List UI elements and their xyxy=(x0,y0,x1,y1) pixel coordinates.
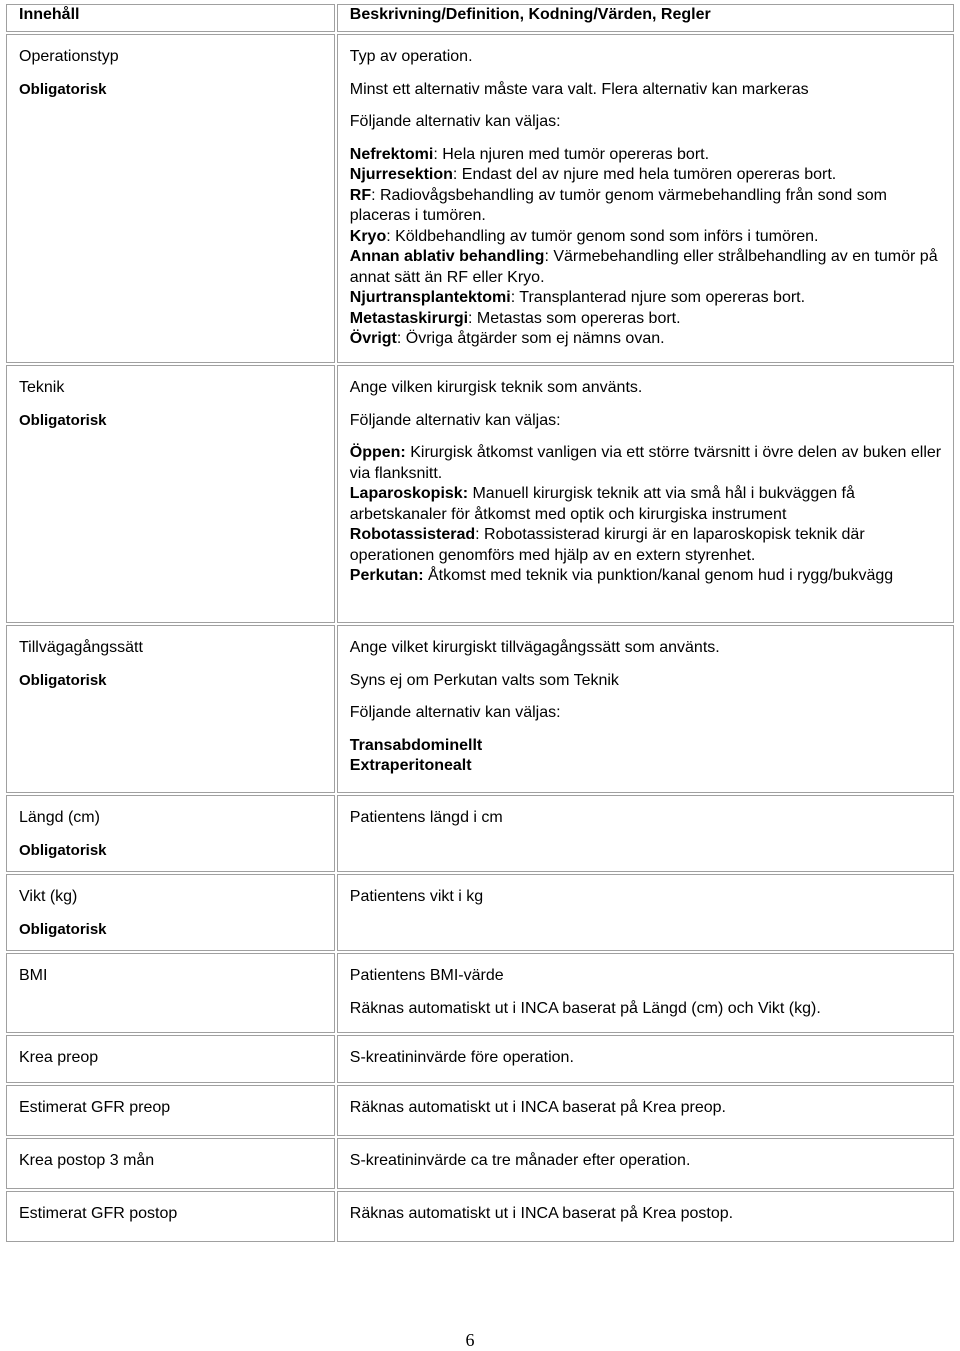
row-label-cell xyxy=(6,1035,335,1083)
obligatory-label: Obligatorisk xyxy=(19,920,107,938)
row-label-cell xyxy=(6,365,335,623)
obligatory-label: Obligatorisk xyxy=(19,841,107,859)
row-description-cell xyxy=(337,34,954,363)
obligatory-label: Obligatorisk xyxy=(19,80,107,98)
description-text: Patientens vikt i kg xyxy=(349,888,484,905)
option-name: RF xyxy=(349,186,372,204)
header-content: Innehåll xyxy=(6,4,335,32)
table-row xyxy=(6,625,954,793)
option-desc: : Robotassisterad kirurgi är en laparoskopisk teknik där operationen genomförs med hjälp av en extern styrenhet. xyxy=(349,526,865,564)
option-name: Kryo xyxy=(349,227,387,245)
option-desc: : Metastas som opereras bort. xyxy=(468,309,681,327)
field-name: Vikt (kg) xyxy=(19,888,78,905)
description-text: S-kreatininvärde före operation. xyxy=(349,1049,574,1066)
field-name: Estimerat GFR preop xyxy=(19,1099,171,1116)
option-item xyxy=(350,309,943,330)
description-text: Patientens längd i cm xyxy=(349,809,503,826)
option-item: Transabdominellt xyxy=(349,736,483,754)
header-description: Beskrivning/Definition, Kodning/Värden, Regler xyxy=(337,4,954,32)
row-description-cell xyxy=(337,1085,954,1136)
description-text: Ange vilket kirurgiskt tillvägagångssätt som använts. xyxy=(349,639,720,656)
table-row xyxy=(6,953,954,1033)
description-text: Patientens BMI-värde xyxy=(349,967,504,984)
field-name: Tillvägagångssätt xyxy=(19,639,143,656)
option-desc: : Köldbehandling av tumör genom sond som införs i tumören. xyxy=(386,227,819,245)
option-name: Metastaskirurgi xyxy=(349,309,469,327)
table-row xyxy=(6,34,954,363)
option-desc: : Endast del av njure med hela tumören opereras bort. xyxy=(452,166,837,183)
table-row xyxy=(6,1191,954,1242)
table-row xyxy=(6,795,954,872)
row-description-cell xyxy=(337,365,954,623)
row-label-cell xyxy=(6,1085,335,1136)
table-row xyxy=(6,1085,954,1136)
option-desc: : Värmebehandling eller strålbehandling av en tumör på annat sätt än RF eller Kryo. xyxy=(349,248,938,286)
option-desc: Åtkomst med teknik via punktion/kanal genom hud i rygg/bukvägg xyxy=(423,567,894,584)
option-name: Perkutan: xyxy=(349,567,424,584)
option-item xyxy=(350,227,943,248)
option-name: Övrigt xyxy=(349,330,397,347)
field-name: Krea preop xyxy=(19,1049,99,1066)
table-row xyxy=(6,1035,954,1083)
field-name: Teknik xyxy=(19,379,65,396)
option-name: Öppen: xyxy=(349,444,406,461)
option-item xyxy=(350,329,943,350)
description-text: Räknas automatiskt ut i INCA baserat på Krea postop. xyxy=(349,1205,734,1222)
description-text: Följande alternativ kan väljas: xyxy=(349,113,561,130)
table-row xyxy=(6,874,954,951)
option-item xyxy=(350,288,943,309)
table-header-row xyxy=(6,4,954,32)
description-text: Ange vilken kirurgisk teknik som använts. xyxy=(349,379,643,396)
option-desc: : Övriga åtgärder som ej nämns ovan. xyxy=(396,330,665,347)
table-row xyxy=(6,1138,954,1189)
option-name: Nefrektomi xyxy=(349,145,434,163)
row-label-cell xyxy=(6,625,335,793)
option-item xyxy=(350,484,943,525)
option-item xyxy=(350,247,943,288)
field-name: BMI xyxy=(19,967,48,984)
obligatory-label: Obligatorisk xyxy=(19,671,107,689)
row-description-cell xyxy=(337,953,954,1033)
field-name: Längd (cm) xyxy=(19,809,100,826)
option-item xyxy=(350,525,943,566)
description-text: Räknas automatiskt ut i INCA baserat på Krea preop. xyxy=(349,1099,726,1116)
row-label-cell xyxy=(6,34,335,363)
description-text: Följande alternativ kan väljas: xyxy=(349,411,561,429)
row-description-cell xyxy=(337,874,954,951)
option-name: Annan ablativ behandling xyxy=(349,248,545,265)
option-desc: : Radiovågsbehandling av tumör genom värmebehandling från sond som placeras i tumören. xyxy=(349,186,887,224)
obligatory-label: Obligatorisk xyxy=(19,411,107,429)
description-text: Följande alternativ kan väljas: xyxy=(349,704,561,721)
row-label-cell xyxy=(6,795,335,872)
option-desc: Kirurgisk åtkomst vanligen via ett större tvärsnitt i övre delen av buken eller via flanksnitt. xyxy=(349,444,942,482)
description-text: Typ av operation. xyxy=(349,48,473,65)
description-text: S-kreatininvärde ca tre månader efter operation. xyxy=(349,1152,691,1169)
row-label-cell xyxy=(6,953,335,1033)
option-item xyxy=(350,186,943,227)
option-desc: Manuell kirurgisk teknik att via små hål i bukväggen få arbetskanaler för åtkomst med optik och kirurgiska instrument xyxy=(349,485,855,523)
option-name: Robotassisterad xyxy=(349,526,476,543)
row-label-cell xyxy=(6,874,335,951)
option-item xyxy=(350,145,943,166)
table-row xyxy=(6,365,954,623)
option-item: Extraperitonealt xyxy=(349,757,472,774)
option-name: Njurresektion xyxy=(349,166,453,183)
option-item xyxy=(350,443,943,484)
option-item xyxy=(350,566,943,587)
description-text: Minst ett alternativ måste vara valt. Flera alternativ kan markeras xyxy=(349,80,809,98)
option-desc: : Transplanterad njure som opereras bort. xyxy=(510,289,806,306)
description-text: Räknas automatiskt ut i INCA baserat på Längd (cm) och Vikt (kg). xyxy=(349,999,821,1017)
row-description-cell xyxy=(337,795,954,872)
option-name: Laparoskopisk: xyxy=(349,485,469,502)
row-description-cell xyxy=(337,1138,954,1189)
field-name: Krea postop 3 mån xyxy=(19,1152,155,1169)
row-description-cell xyxy=(337,625,954,793)
field-name: Operationstyp xyxy=(19,48,119,65)
row-description-cell xyxy=(337,1035,954,1083)
row-label-cell xyxy=(6,1138,335,1189)
description-text: Syns ej om Perkutan valts som Teknik xyxy=(349,671,619,689)
definitions-table xyxy=(4,2,956,1244)
row-label-cell xyxy=(6,1191,335,1242)
option-item xyxy=(350,165,943,186)
page-number: 6 xyxy=(465,1330,475,1350)
row-description-cell xyxy=(337,1191,954,1242)
field-name: Estimerat GFR postop xyxy=(19,1205,178,1222)
option-desc: : Hela njuren med tumör opereras bort. xyxy=(433,145,710,163)
option-name: Njurtransplantektomi xyxy=(349,289,511,306)
